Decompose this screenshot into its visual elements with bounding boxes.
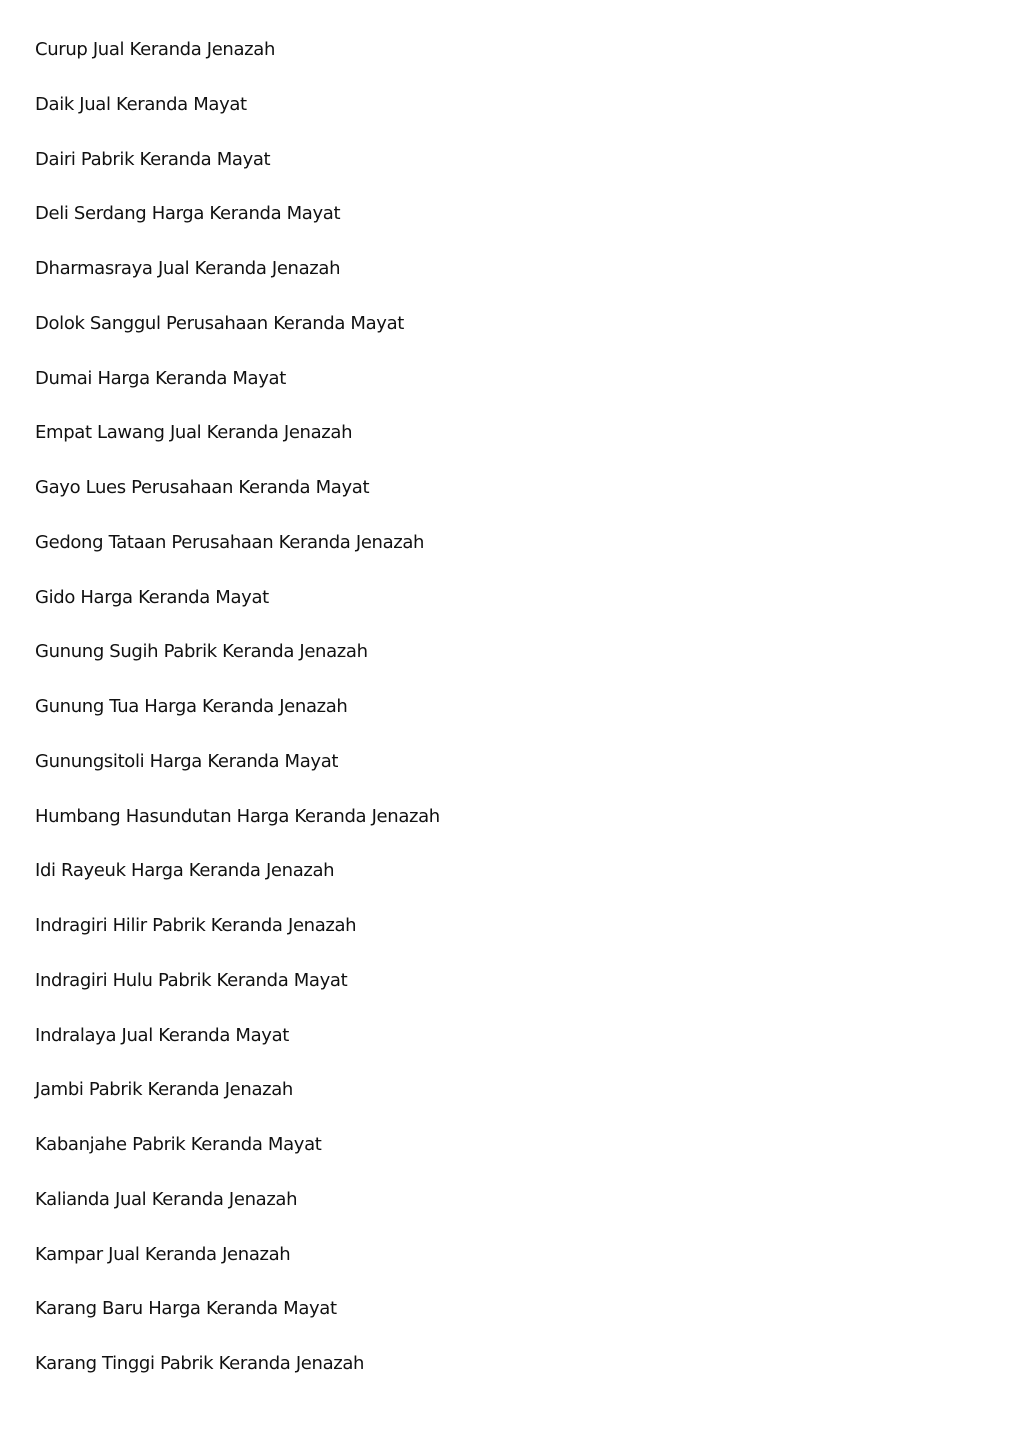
entry-list [35, 37, 935, 1406]
list-item: Gido Harga Keranda Mayat [35, 586, 269, 608]
list-item: Indragiri Hilir Pabrik Keranda Jenazah [35, 915, 357, 936]
list-item: Daik Jual Keranda Mayat [35, 93, 247, 115]
list-item: Deli Serdang Harga Keranda Mayat [35, 203, 341, 225]
list-item: Kabanjahe Pabrik Keranda Mayat [35, 1134, 322, 1155]
list-item: Empat Lawang Jual Keranda Jenazah [35, 422, 353, 444]
list-item: Idi Rayeuk Harga Keranda Jenazah [35, 860, 335, 882]
list-item: Gunung Tua Harga Keranda Jenazah [35, 696, 348, 717]
list-item: Kalianda Jual Keranda Jenazah [35, 1188, 298, 1210]
list-item: Indralaya Jual Keranda Mayat [35, 1024, 289, 1046]
list-item: Curup Jual Keranda Jenazah [35, 39, 276, 60]
list-item: Indragiri Hulu Pabrik Keranda Mayat [35, 969, 348, 991]
list-item: Karang Baru Harga Keranda Mayat [35, 1298, 337, 1320]
list-item: Gedong Tataan Perusahaan Keranda Jenazah [35, 531, 425, 553]
list-item: Gunung Sugih Pabrik Keranda Jenazah [35, 641, 368, 663]
list-item: Gayo Lues Perusahaan Keranda Mayat [35, 477, 370, 498]
list-item: Karang Tinggi Pabrik Keranda Jenazah [35, 1353, 365, 1374]
list-item: Kampar Jual Keranda Jenazah [35, 1243, 291, 1265]
list-item: Dharmasraya Jual Keranda Jenazah [35, 258, 341, 279]
list-item: Gunungsitoli Harga Keranda Mayat [35, 750, 339, 772]
list-item: Jambi Pabrik Keranda Jenazah [35, 1079, 293, 1101]
list-item: Humbang Hasundutan Harga Keranda Jenazah [35, 805, 440, 827]
list-item: Dolok Sanggul Perusahaan Keranda Mayat [35, 312, 404, 334]
list-item: Dumai Harga Keranda Mayat [35, 367, 286, 389]
list-item: Dairi Pabrik Keranda Mayat [35, 148, 271, 170]
